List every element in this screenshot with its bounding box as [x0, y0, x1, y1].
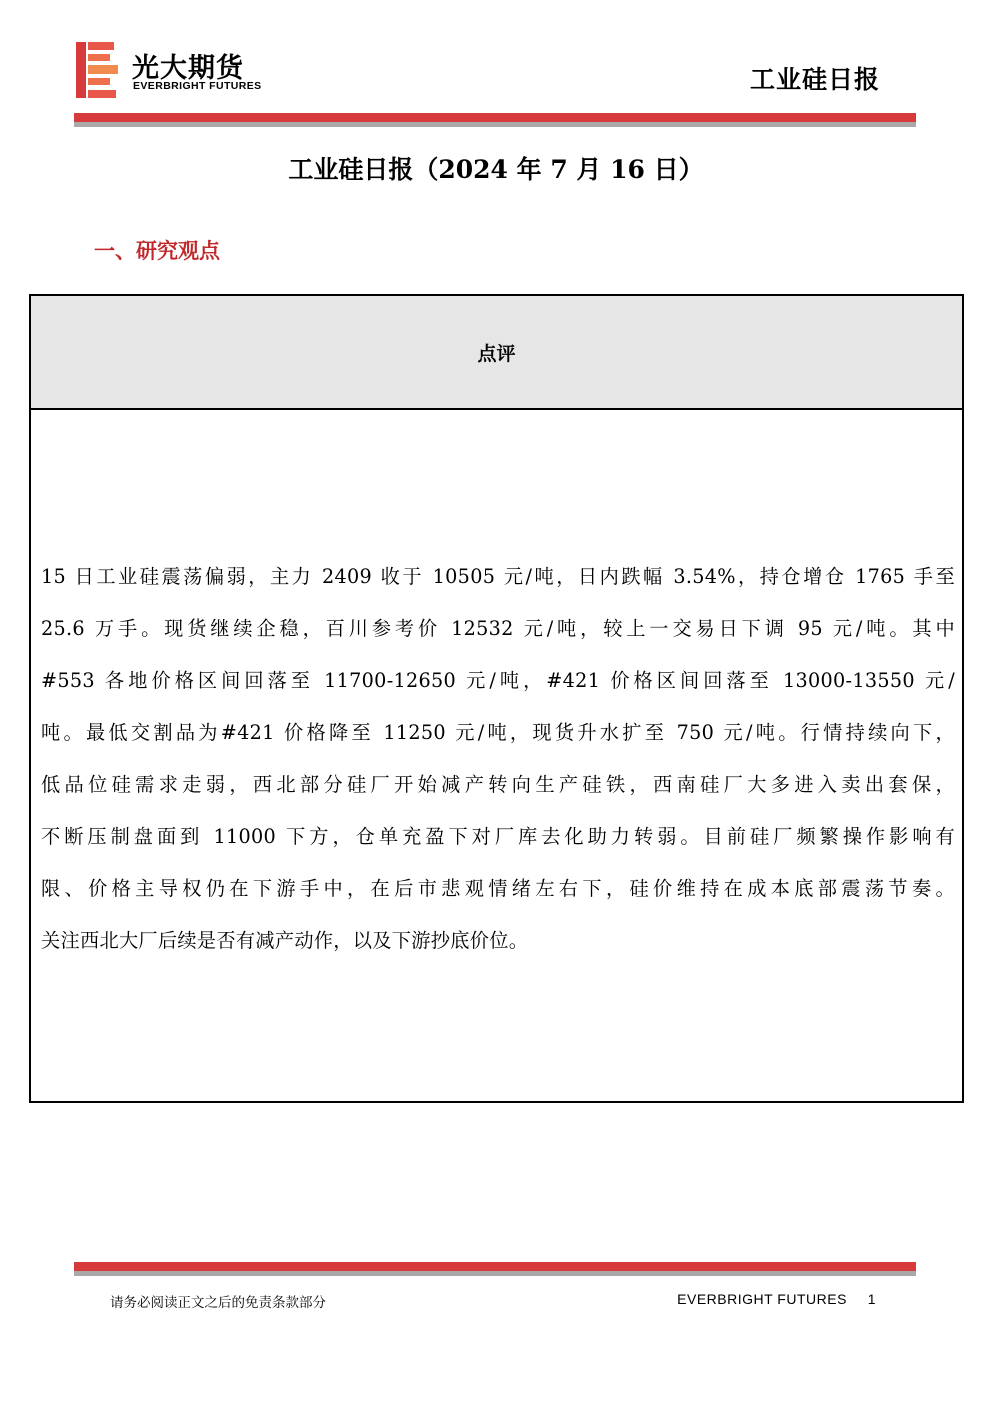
commentary-header-label: 点评	[477, 342, 516, 365]
commentary-line: 不断压制盘面到 11000 下方，仓单充盈下对厂库去化助力转弱。目前硅厂频繁操作影响有	[41, 825, 955, 848]
footer-divider-red	[74, 1262, 916, 1271]
logo-chinese-name: 光大期货	[132, 53, 244, 84]
document-title: 工业硅日报（2024 年 7 月 16 日）	[288, 155, 704, 184]
header-divider-grey	[74, 122, 916, 127]
commentary-table	[29, 294, 964, 1103]
commentary-line: 25.6 万手。现货继续企稳，百川参考价 12532 元/吨，较上一交易日下调 95 元/吨。其中	[41, 617, 955, 640]
commentary-body	[41, 551, 955, 967]
commentary-line: 吨。最低交割品为#421 价格降至 11250 元/吨，现货升水扩至 750 元/吨。行情持续向下，	[41, 721, 955, 744]
footer-disclaimer: 请务必阅读正文之后的免责条款部分	[110, 1295, 326, 1311]
header-report-name: 工业硅日报	[749, 65, 880, 94]
commentary-line: 15 日工业硅震荡偏弱，主力 2409 收于 10505 元/吨，日内跌幅 3.54%，持仓增仓 1765 手至	[41, 565, 955, 588]
commentary-line: #553 各地价格区间回落至 11700-12650 元/吨，#421 价格区间回落至 13000-13550 元/	[41, 669, 955, 692]
commentary-table-header	[31, 296, 962, 410]
header-divider	[74, 113, 916, 127]
logo-english-name: EVERBRIGHT FUTURES	[133, 80, 262, 92]
footer-company-page	[677, 1291, 876, 1307]
header-divider-red	[74, 113, 916, 122]
commentary-line: 关注西北大厂后续是否有减产动作，以及下游抄底价位。	[41, 929, 529, 952]
section-heading: 一、研究观点	[94, 238, 220, 263]
footer-company: EVERBRIGHT FUTURES	[677, 1291, 847, 1307]
footer-divider	[74, 1262, 916, 1276]
page-number: 1	[867, 1291, 876, 1307]
commentary-line: 低品位硅需求走弱，西北部分硅厂开始减产转向生产硅铁，西南硅厂大多进入卖出套保，	[41, 773, 955, 796]
everbright-logo-icon	[76, 42, 118, 98]
commentary-line: 限、价格主导权仍在下游手中，在后市悲观情绪左右下，硅价维持在成本底部震荡节奏。	[41, 877, 955, 900]
footer-divider-grey	[74, 1271, 916, 1276]
company-logo	[76, 42, 286, 98]
